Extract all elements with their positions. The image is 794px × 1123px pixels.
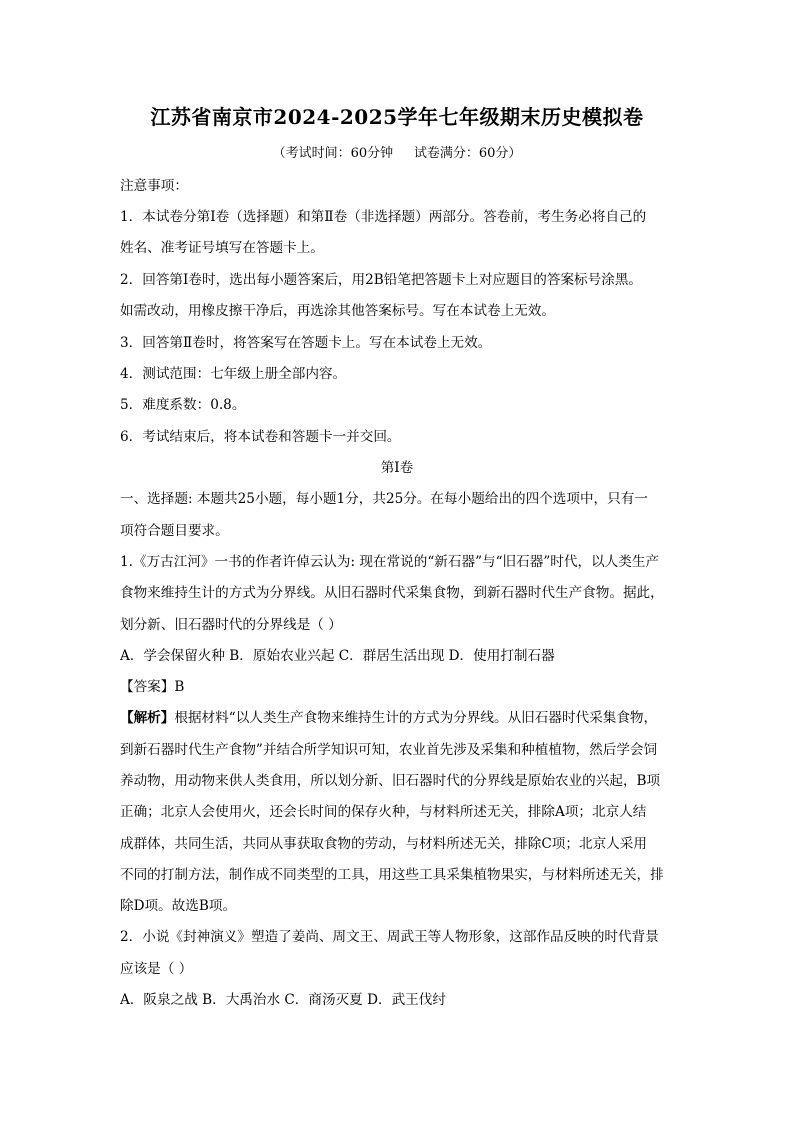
question-1-analysis-line-6: 不同的打制方法，制作成不同类型的工具，用这些工具采集植物果实，与材料所述无关，排 <box>120 867 664 883</box>
question-2-stem-line-1: 2．小说《封神演义》塑造了姜尚、周文王、周武王等人物形象，这部作品反映的时代背景 <box>120 929 659 945</box>
question-1-stem-line-3: 划分新、旧石器时代的分界线是（ ） <box>120 617 342 633</box>
question-1-analysis-line-2: 到新石器时代生产食物”并结合所学知识可知，农业首先涉及采集和种植植物，然后学会饲 <box>120 742 658 758</box>
question-1-analysis-line-1 <box>120 708 690 728</box>
question-1-analysis-line-7: 除D项。故选B项。 <box>120 898 237 914</box>
note-item-4: 4．测试范围：七年级上册全部内容。 <box>120 366 347 382</box>
question-2-stem-line-2: 应该是（ ） <box>120 961 193 977</box>
question-1-analysis-line-3: 养动物，用动物来供人类食用，所以划分新、旧石器时代的分界线是原始农业的兴起，B项 <box>120 773 661 789</box>
question-1-stem-line-2: 食物来维持生计的方式为分界线。从旧石器时代采集食物，到新石器时代生产食物。据此， <box>120 585 664 601</box>
exam-subtitle: （考试时间：60分钟 试卷满分：60分） <box>272 146 522 161</box>
note-item-5: 5．难度系数：0.8。 <box>120 397 246 413</box>
section-intro-line-1: 一、选择题: 本题共25小题，每小题1分，共25分。在每小题给出的四个选项中，只有一 <box>120 491 648 507</box>
section-heading: 第Ⅰ卷 <box>380 460 414 476</box>
question-1-analysis-line-4: 正确；北京人会使用火，还会长时间的保存火种，与材料所述无关，排除A项；北京人结 <box>120 804 647 820</box>
note-item-1-line-2: 姓名、准考证号填写在答题卡上。 <box>120 240 324 256</box>
note-item-3: 3．回答第Ⅱ卷时，将答案写在答题卡上。写在本试卷上无效。 <box>120 335 492 351</box>
analysis-label: 【解析】 <box>120 710 175 726</box>
question-2-options: A．阪泉之战 B．大禹治水 C．商汤灭夏 D．武王伐纣 <box>120 992 446 1008</box>
question-1-analysis-line-5: 成群体，共同生活，共同从事获取食物的劳动，与材料所述无关，排除C项；北京人采用 <box>120 836 647 852</box>
note-item-2-line-2: 如需改动，用橡皮擦干净后，再选涂其他答案标号。写在本试卷上无效。 <box>120 303 555 319</box>
note-item-2-line-1: 2．回答第Ⅰ卷时，选出每小题答案后，用2B铅笔把答题卡上对应题目的答案标号涂黑。 <box>120 272 643 288</box>
exam-title: 江苏省南京市2024-2025学年七年级期末历史模拟卷 <box>150 105 644 129</box>
question-1-answer: 【答案】B <box>120 679 185 695</box>
note-item-1-line-1: 1．本试卷分第Ⅰ卷（选择题）和第Ⅱ卷（非选择题）两部分。答卷前，考生务必将自己的 <box>120 209 647 225</box>
notes-heading: 注意事项： <box>120 178 188 194</box>
question-1-options: A．学会保留火种 B．原始农业兴起 C．群居生活出现 D．使用打制石器 <box>120 648 555 664</box>
question-1-stem-line-1: 1.《万古江河》一书的作者许倬云认为: 现在常说的“新石器”与“旧石器”时代，以人类生产 <box>120 554 660 570</box>
note-item-6: 6．考试结束后，将本试卷和答题卡一并交回。 <box>120 429 401 445</box>
section-intro-line-2: 项符合题目要求。 <box>120 523 229 539</box>
analysis-text: 根据材料“以人类生产食物来维持生计的方式为分界线。从旧石器时代采集食物， <box>174 710 658 726</box>
